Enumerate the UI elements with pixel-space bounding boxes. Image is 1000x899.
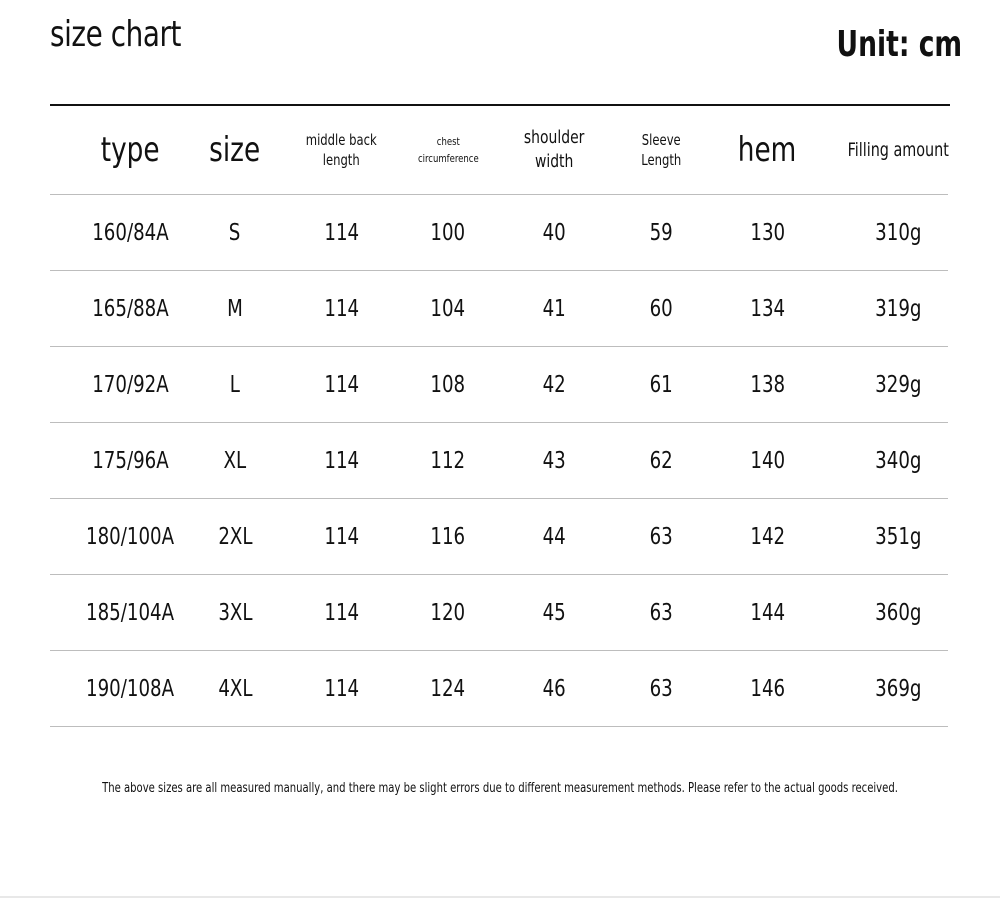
cell-hem <box>686 423 849 498</box>
header-middle-back-length-label <box>306 130 377 170</box>
table-row <box>50 271 948 347</box>
cell-sleeve-length <box>636 499 686 574</box>
cell-middle-back-length <box>260 423 423 498</box>
cell-value: 319g <box>875 295 922 322</box>
header-sleeve-length-line-1: Sleeve <box>641 131 681 149</box>
table-row <box>50 423 948 499</box>
cell-value: 165/88A <box>91 295 169 322</box>
cell-value: 116 <box>430 523 466 550</box>
cell-hem <box>686 195 849 270</box>
cell-value: 340g <box>875 447 922 474</box>
cell-shoulder-width <box>473 423 636 498</box>
cell-filling-amount <box>849 423 948 498</box>
header-shoulder-width-line-1: shoulder <box>524 127 585 148</box>
cell-sleeve-length <box>636 423 686 498</box>
header-chest-circumference-line-2: circumference <box>417 152 479 165</box>
cell-chest-circumference <box>423 575 473 650</box>
cell-size <box>210 499 260 574</box>
cell-value: 60 <box>649 295 673 322</box>
cell-sleeve-length <box>636 271 686 346</box>
cell-value: 62 <box>649 447 673 474</box>
cell-chest-circumference <box>423 271 473 346</box>
cell-value: 63 <box>649 523 673 550</box>
cell-value: 146 <box>750 675 785 702</box>
cell-value: 43 <box>542 447 567 474</box>
cell-type <box>50 423 210 498</box>
cell-size <box>210 195 260 270</box>
cell-chest-circumference <box>423 195 473 270</box>
page-title: size chart <box>50 14 181 55</box>
cell-value: 134 <box>750 295 785 322</box>
header-cell-shoulder-width <box>473 106 636 194</box>
header-type-label: type <box>100 130 160 170</box>
cell-value: 114 <box>324 371 359 398</box>
cell-shoulder-width <box>473 575 636 650</box>
cell-value: 114 <box>324 447 359 474</box>
cell-value: 2XL <box>217 523 253 550</box>
cell-value: 108 <box>430 371 466 398</box>
cell-value: 142 <box>750 523 785 550</box>
cell-sleeve-length <box>636 347 686 422</box>
cell-sleeve-length <box>636 651 686 726</box>
cell-filling-amount <box>849 575 948 650</box>
table-row <box>50 575 948 651</box>
header-shoulder-width-line-2: width <box>535 151 574 172</box>
cell-chest-circumference <box>423 423 473 498</box>
cell-chest-circumference <box>423 651 473 726</box>
cell-value: 44 <box>542 523 567 550</box>
cell-value: 329g <box>875 371 922 398</box>
header-chest-circumference-label <box>418 133 479 167</box>
cell-value: 140 <box>750 447 785 474</box>
cell-value: 45 <box>542 599 567 626</box>
cell-value: L <box>229 371 241 398</box>
cell-value: 130 <box>750 219 785 246</box>
cell-middle-back-length <box>260 499 423 574</box>
cell-filling-amount <box>849 195 948 270</box>
header-chest-circumference-line-1: chest <box>436 135 460 148</box>
cell-type <box>50 195 210 270</box>
cell-sleeve-length <box>636 195 686 270</box>
cell-value: 4XL <box>217 675 253 702</box>
cell-value: 170/92A <box>91 371 169 398</box>
cell-shoulder-width <box>473 195 636 270</box>
cell-hem <box>686 499 849 574</box>
cell-hem <box>686 347 849 422</box>
cell-middle-back-length <box>260 651 423 726</box>
cell-type <box>50 651 210 726</box>
cell-hem <box>686 271 849 346</box>
cell-shoulder-width <box>473 271 636 346</box>
table-row <box>50 499 948 575</box>
cell-value: 63 <box>649 675 673 702</box>
cell-size <box>210 575 260 650</box>
table-row <box>50 651 948 727</box>
header-sleeve-length-line-2: Length <box>640 151 682 169</box>
cell-value: 46 <box>542 675 567 702</box>
cell-value: 3XL <box>217 599 253 626</box>
cell-value: S <box>229 219 241 246</box>
cell-value: 144 <box>750 599 785 626</box>
cell-value: 351g <box>875 523 922 550</box>
cell-middle-back-length <box>260 195 423 270</box>
cell-middle-back-length <box>260 575 423 650</box>
cell-value: 61 <box>649 371 673 398</box>
cell-value: 180/100A <box>85 523 175 550</box>
cell-value: 40 <box>542 219 567 246</box>
header-cell-filling-amount <box>849 106 948 194</box>
header-size-label: size <box>209 130 261 170</box>
cell-size <box>210 347 260 422</box>
cell-value: XL <box>223 447 247 474</box>
cell-chest-circumference <box>423 499 473 574</box>
cell-filling-amount <box>849 499 948 574</box>
table-header-row <box>50 106 948 195</box>
cell-sleeve-length <box>636 575 686 650</box>
cell-value: 114 <box>324 523 359 550</box>
cell-type <box>50 575 210 650</box>
cell-value: 310g <box>875 219 922 246</box>
cell-size <box>210 423 260 498</box>
cell-type <box>50 271 210 346</box>
cell-hem <box>686 651 849 726</box>
cell-value: 138 <box>750 371 785 398</box>
cell-value: 114 <box>324 295 359 322</box>
header-sleeve-length-label <box>641 130 681 170</box>
cell-middle-back-length <box>260 347 423 422</box>
header-cell-type <box>50 106 210 194</box>
cell-shoulder-width <box>473 499 636 574</box>
cell-value: 175/96A <box>91 447 169 474</box>
unit-label: Unit: cm <box>836 24 962 65</box>
cell-value: 160/84A <box>91 219 169 246</box>
cell-filling-amount <box>849 271 948 346</box>
cell-filling-amount <box>849 651 948 726</box>
table-row <box>50 195 948 271</box>
cell-value: 100 <box>430 219 466 246</box>
cell-value: M <box>227 295 243 322</box>
cell-value: 369g <box>875 675 922 702</box>
header-cell-sleeve-length <box>636 106 686 194</box>
cell-value: 114 <box>324 219 359 246</box>
cell-value: 104 <box>430 295 466 322</box>
header-hem-label: hem <box>738 130 797 170</box>
cell-size <box>210 271 260 346</box>
table-row <box>50 347 948 423</box>
cell-value: 59 <box>649 219 673 246</box>
cell-value: 63 <box>649 599 673 626</box>
measurement-note: The above sizes are all measured manually, and there may be slight errors due to different measurement methods. Please refer to the actual goods received. <box>102 781 898 796</box>
cell-value: 190/108A <box>85 675 175 702</box>
cell-value: 120 <box>430 599 466 626</box>
header-shoulder-width-label <box>524 126 584 174</box>
cell-value: 42 <box>542 371 567 398</box>
cell-type <box>50 347 210 422</box>
cell-value: 114 <box>324 675 359 702</box>
cell-shoulder-width <box>473 347 636 422</box>
cell-shoulder-width <box>473 651 636 726</box>
cell-value: 114 <box>324 599 359 626</box>
cell-filling-amount <box>849 347 948 422</box>
cell-value: 185/104A <box>85 599 175 626</box>
cell-value: 360g <box>875 599 922 626</box>
cell-value: 124 <box>430 675 466 702</box>
cell-value: 112 <box>430 447 466 474</box>
header-cell-middle-back-length <box>260 106 423 194</box>
header-cell-chest-circumference <box>417 106 479 194</box>
header-cell-size <box>210 106 260 194</box>
size-table <box>50 106 948 727</box>
cell-middle-back-length <box>260 271 423 346</box>
header-middle-back-length-line-1: middle back <box>306 131 377 149</box>
cell-hem <box>686 575 849 650</box>
header-cell-hem <box>686 106 849 194</box>
header-filling-amount-label: Filling amount <box>847 139 950 161</box>
header-middle-back-length-line-2: length <box>322 151 360 169</box>
cell-type <box>50 499 210 574</box>
cell-size <box>210 651 260 726</box>
cell-value: 41 <box>542 295 567 322</box>
cell-chest-circumference <box>423 347 473 422</box>
bottom-divider <box>0 896 1000 898</box>
